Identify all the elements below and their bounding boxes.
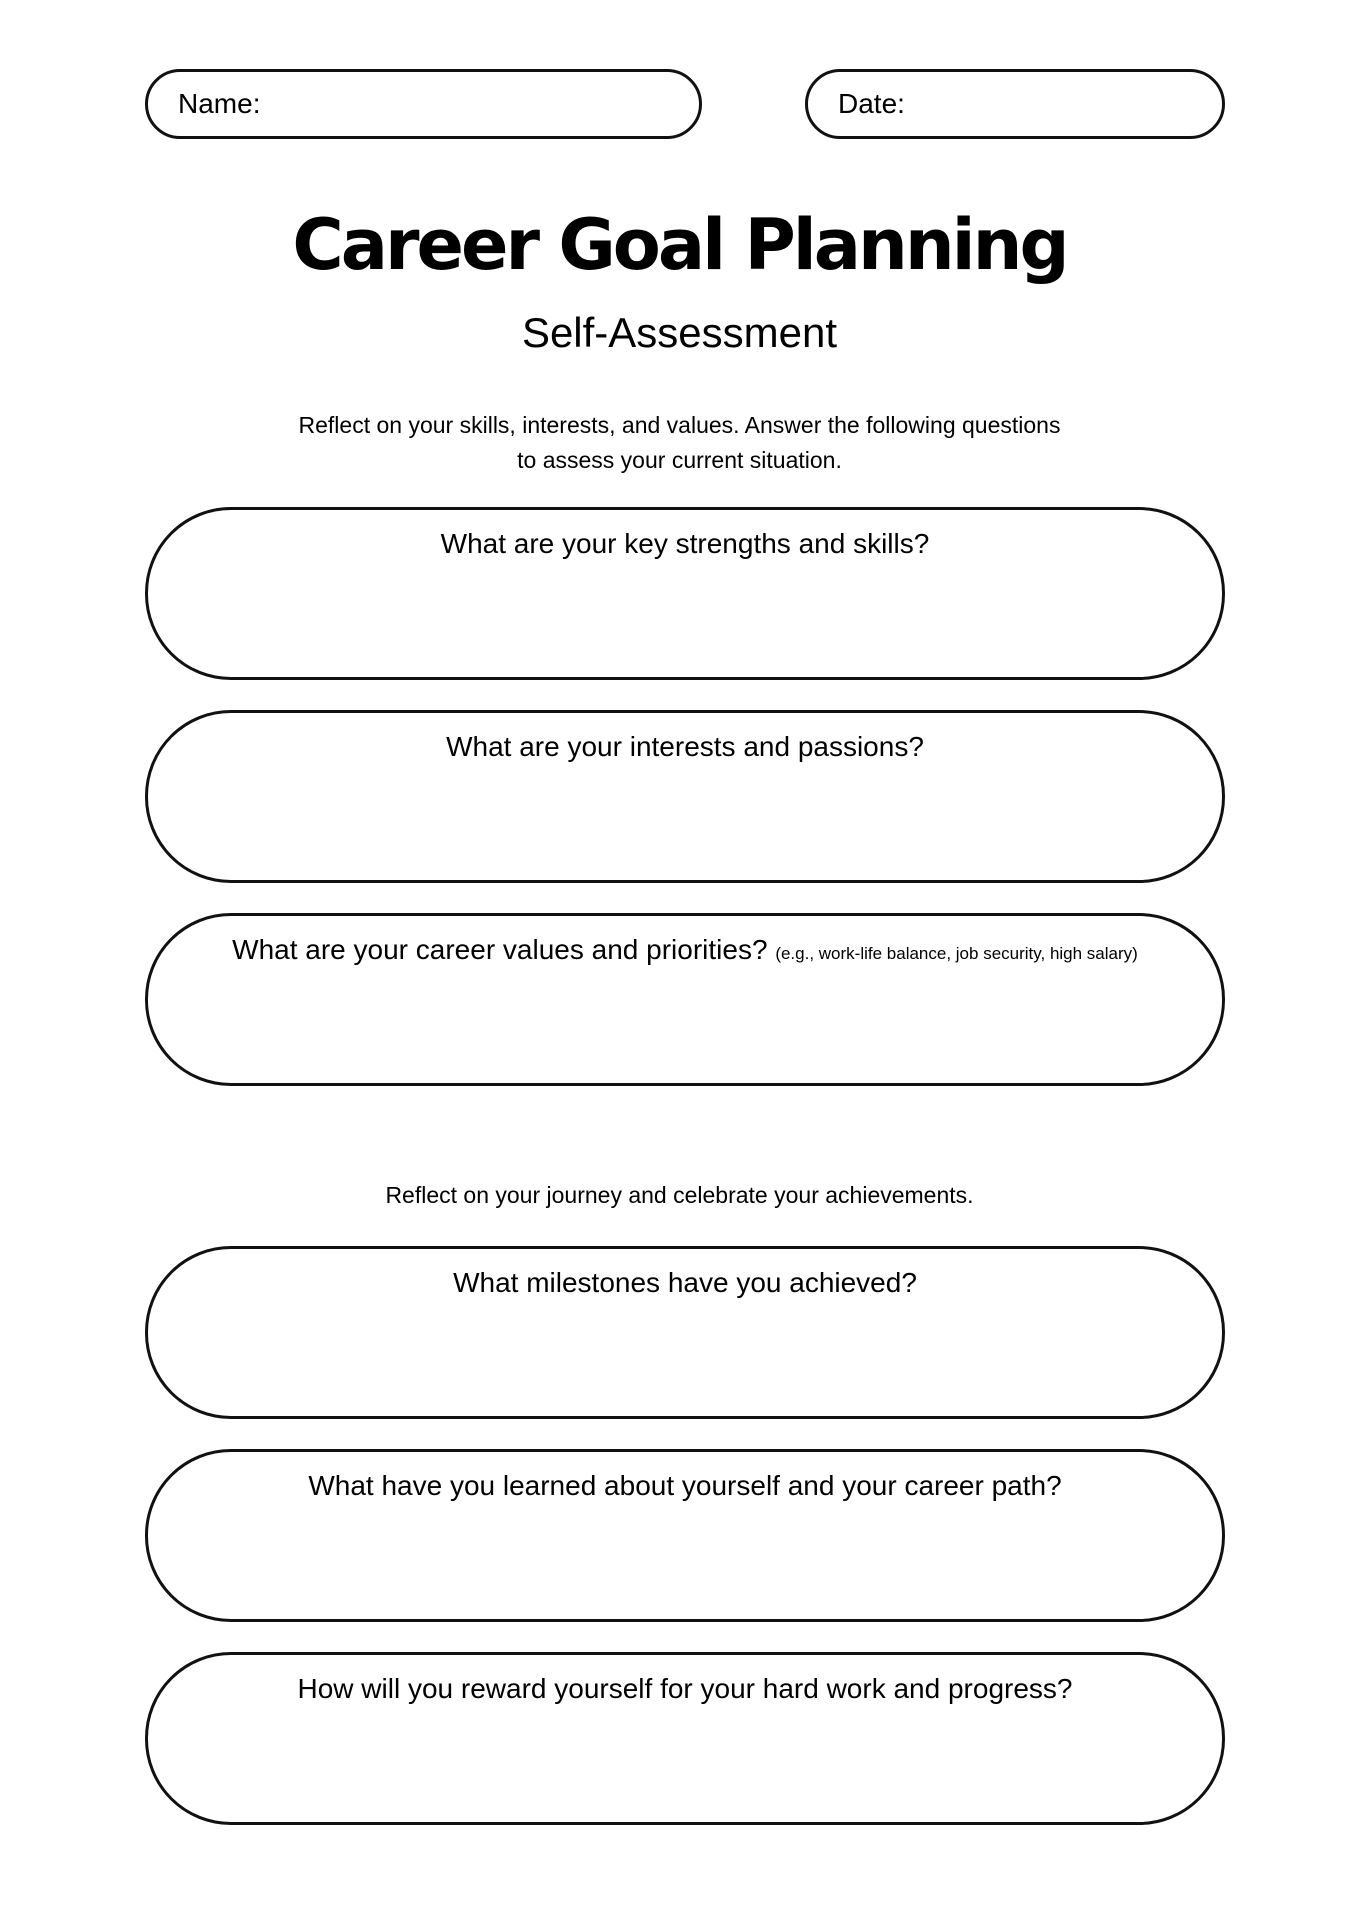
- question-text: What have you learned about yourself and your career path?: [308, 1470, 1062, 1501]
- question-label: [148, 526, 1222, 562]
- interests-answer-box[interactable]: [145, 710, 1225, 883]
- question-text: What are your key strengths and skills?: [440, 528, 930, 559]
- question-text: What are your interests and passions?: [446, 731, 924, 762]
- self-assessment-intro: [0, 408, 1359, 478]
- learned-answer-box[interactable]: [145, 1449, 1225, 1622]
- intro-line-1: Reflect on your skills, interests, and values. Answer the following questions: [298, 412, 1061, 438]
- date-field[interactable]: [805, 69, 1225, 139]
- intro-line-2: to assess your current situation.: [517, 447, 842, 473]
- question-label: [148, 729, 1222, 765]
- question-note: (e.g., work-life balance, job security, high salary): [775, 944, 1138, 963]
- name-field[interactable]: [145, 69, 702, 139]
- question-text: What milestones have you achieved?: [453, 1267, 917, 1298]
- question-label: [148, 932, 1222, 972]
- question-text: How will you reward yourself for your hard work and progress?: [297, 1673, 1073, 1704]
- question-label: [148, 1265, 1222, 1301]
- section-subtitle: Self-Assessment: [521, 309, 838, 356]
- question-label: [148, 1671, 1222, 1707]
- name-label: Name:: [178, 88, 261, 119]
- strengths-answer-box[interactable]: [145, 507, 1225, 680]
- milestones-answer-box[interactable]: [145, 1246, 1225, 1419]
- reward-answer-box[interactable]: [145, 1652, 1225, 1825]
- date-label: Date:: [838, 88, 905, 119]
- page-title: Career Goal Planning: [292, 204, 1067, 286]
- reflection-intro: Reflect on your journey and celebrate your achievements.: [385, 1182, 974, 1208]
- values-answer-box[interactable]: [145, 913, 1225, 1086]
- question-label: [148, 1468, 1222, 1504]
- question-text: What are your career values and priorities?: [232, 934, 768, 965]
